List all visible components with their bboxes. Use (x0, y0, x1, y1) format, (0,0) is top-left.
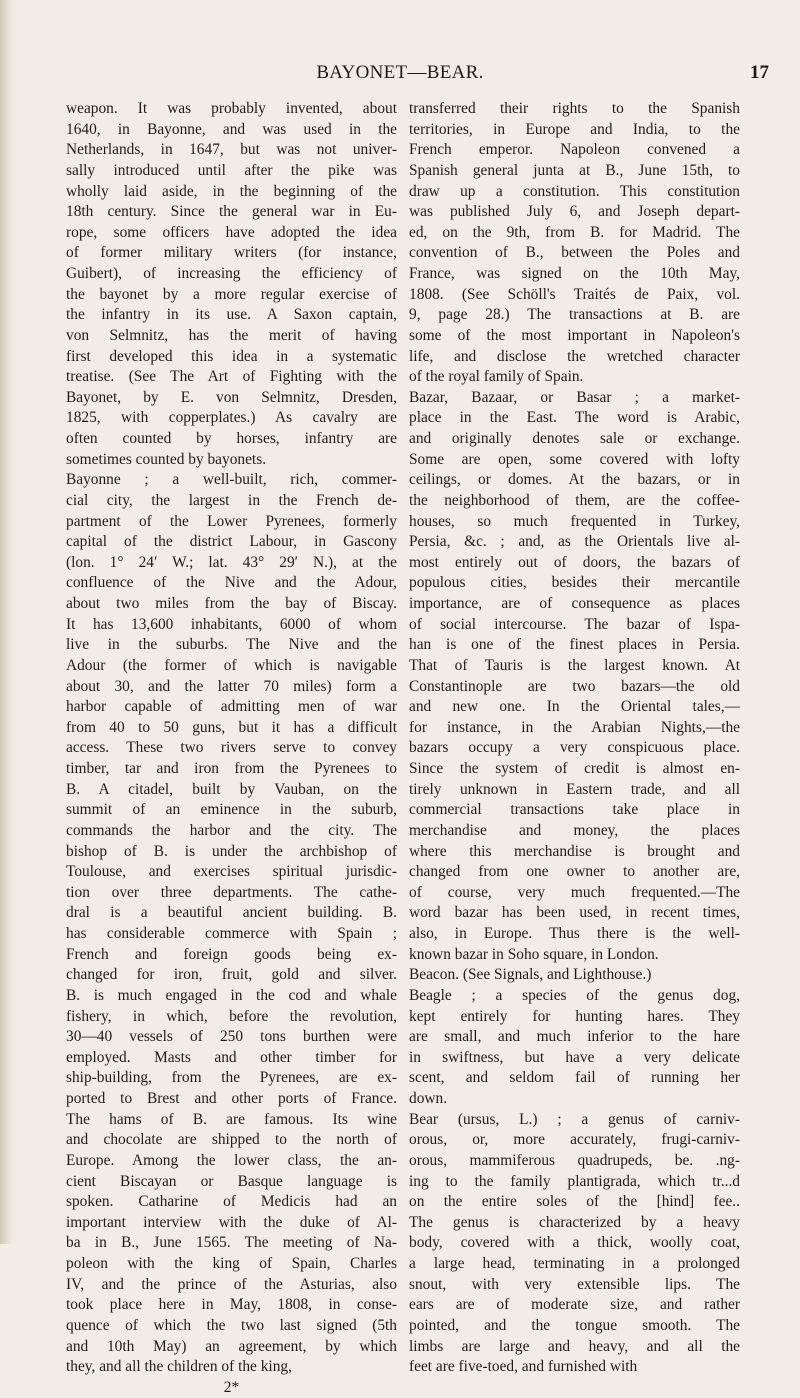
text-line: of course, very much frequented.—The (409, 883, 740, 901)
text-line: summit of an eminence in the suburb, (66, 801, 397, 819)
text-line: tirely unknown in Eastern trade, and all (409, 780, 740, 798)
text-line: and 10th May) an agreement, by which (66, 1337, 397, 1355)
text-line: Spanish general junta at B., June 15th, to (409, 161, 740, 179)
text-line: and new one. In the Oriental tales,— (409, 698, 740, 716)
text-line: has considerable commerce with Spain ; (66, 925, 397, 942)
text-line: spoken. Catharine of Medicis had an (66, 1193, 397, 1211)
text-line: the infantry in its use. A Saxon captain, (66, 306, 397, 324)
text-line: Since the system of credit is almost en- (409, 760, 740, 777)
text-line: some of the most important in Napoleon's (409, 326, 740, 344)
signature-mark: 2* (223, 1378, 240, 1396)
text-line: ba in B., June 1565. The meeting of Na- (66, 1234, 397, 1252)
text-line: rope, some officers have adopted the idea (66, 223, 397, 241)
text-line: IV, and the prince of the Asturias, also (66, 1275, 397, 1293)
text-line: a large head, terminating in a prolonged (409, 1255, 740, 1272)
text-line: first developed this idea in a systematic (66, 347, 397, 365)
text-line: quence of which the two last signed (5th (66, 1316, 397, 1334)
text-line: capital of the district Labour, in Gascony (66, 533, 397, 551)
text-line: weapon. It was probably invented, about (66, 100, 397, 117)
text-line: ship-building, from the Pyrenees, are ex- (66, 1069, 397, 1087)
text-line: poleon with the king of Spain, Charles (66, 1255, 397, 1272)
text-line: changed for iron, fruit, gold and silver. (66, 966, 397, 984)
text-line: timber, tar and iron from the Pyrenees to (66, 760, 397, 777)
text-line: and chocolate are shipped to the north of (66, 1131, 397, 1149)
text-line: territories, in Europe and India, to the (409, 120, 740, 138)
text-line: commands the harbor and the city. The (66, 821, 397, 839)
text-line: in swiftness, but have a very delicate (409, 1048, 740, 1066)
left-text-column (66, 99, 397, 1398)
text-line: treatise. (See The Art of Fighting with the (66, 368, 397, 386)
text-line: von Selmnitz, has the merit of having (66, 326, 397, 344)
text-line: (lon. 1° 24′ W.; lat. 43° 29′ N.), at the (66, 553, 397, 571)
text-line: ceilings, or domes. At the bazars, or in (409, 471, 740, 489)
text-line: of former military writers (for instance, (66, 244, 397, 262)
text-line: 1640, in Bayonne, and was used in the (66, 120, 397, 138)
text-line: most entirely out of doors, the bazars of (409, 553, 740, 571)
running-head (0, 62, 800, 86)
text-line: kept entirely for hunting hares. They (409, 1007, 740, 1025)
text-line: wholly laid aside, in the beginning of the (66, 182, 397, 200)
text-line: snout, with very extensible lips. The (409, 1275, 740, 1293)
text-line: bazars occupy a very conspicuous place. (409, 739, 740, 757)
text-line: of social intercourse. The bazar of Ispa- (409, 615, 740, 633)
text-line: are small, and much inferior to the hare (409, 1028, 740, 1046)
text-line: cial city, the largest in the French de- (66, 491, 397, 509)
text-line: Beagle ; a species of the genus dog, (409, 986, 740, 1004)
running-title: BAYONET—BEAR. (316, 62, 484, 83)
text-line: was published July 6, and Joseph depart- (409, 203, 740, 221)
text-line: employed. Masts and other timber for (66, 1048, 397, 1066)
text-line: partment of the Lower Pyrenees, formerly (66, 512, 397, 530)
text-line: live in the suburbs. The Nive and the (66, 636, 397, 654)
text-line: Europe. Among the lower class, the an- (66, 1151, 397, 1169)
text-line: Adour (the former of which is navigable (66, 656, 397, 674)
text-line: Bear (ursus, L.) ; a genus of carniv- (409, 1110, 740, 1128)
text-line: French emperor. Napoleon convened a (409, 141, 740, 159)
text-line: place in the East. The word is Arabic, (409, 409, 740, 427)
text-line: also, in Europe. Thus there is the well- (409, 925, 740, 942)
text-line: It has 13,600 inhabitants, 6000 of whom (66, 615, 397, 633)
text-line: changed from one owner to another are, (409, 863, 740, 881)
text-line: 1825, with copperplates.) As cavalry are (66, 409, 397, 427)
text-line: for instance, in the Arabian Nights,—the (409, 718, 740, 736)
text-line: feet are five-toed, and furnished with (409, 1358, 638, 1376)
page-number: 17 (750, 62, 769, 83)
text-line: orous, or, more accurately, frugi-carniv- (409, 1131, 740, 1149)
page-gutter-shadow (0, 0, 14, 1244)
text-line: ported to Brest and other ports of France. (66, 1090, 397, 1107)
text-line: Some are open, some covered with lofty (409, 450, 740, 468)
text-line: of the royal family of Spain. (409, 368, 584, 386)
text-line: The hams of B. are famous. Its wine (66, 1110, 397, 1128)
text-line: the neighborhood of them, are the coffee- (409, 491, 740, 509)
text-line: they, and all the children of the king, (66, 1358, 292, 1376)
text-line: down. (409, 1090, 448, 1107)
text-line: life, and disclose the wretched character (409, 347, 740, 365)
text-line: word bazar has been used, in recent times, (409, 904, 740, 922)
text-line: about two miles from the bay of Biscay. (66, 595, 397, 612)
text-line: important interview with the duke of Al- (66, 1213, 397, 1231)
text-line: sometimes counted by bayonets. (66, 450, 267, 468)
text-line: houses, so much frequented in Turkey, (409, 512, 740, 530)
text-line: sally introduced until after the pike was (66, 161, 397, 179)
text-line: 30—40 vessels of 250 tons burthen were (66, 1028, 397, 1046)
text-line: 9, page 28.) The transactions at B. are (409, 306, 740, 324)
text-line: from 40 to 50 guns, but it has a difficult (66, 718, 397, 736)
text-line: about 30, and the latter 70 miles) form a (66, 677, 397, 695)
text-line: bishop of B. is under the archbishop of (66, 842, 397, 860)
text-line: France, was signed on the 10th May, (409, 265, 740, 282)
text-line: where this merchandise is brought and (409, 842, 740, 860)
text-line: han is one of the finest places in Persia. (409, 636, 740, 654)
text-line: orous, mammiferous quadrupeds, be. .ng- (409, 1151, 740, 1169)
text-line: Bayonne ; a well-built, rich, commer- (66, 471, 397, 489)
text-line: Toulouse, and exercises spiritual jurisdic- (66, 863, 397, 881)
text-line: 18th century. Since the general war in Eu- (66, 203, 397, 221)
text-line: limbs are large and heavy, and all the (409, 1337, 740, 1355)
text-line: Persia, &c. ; and, as the Orientals live al- (409, 533, 740, 551)
text-line: The genus is characterized by a heavy (409, 1213, 740, 1231)
text-line: pointed, and the tongue smooth. The (409, 1316, 740, 1334)
text-line: importance, are of consequence as places (409, 595, 740, 612)
text-line: dral is a beautiful ancient building. B. (66, 904, 397, 922)
text-line: fishery, in which, before the revolution, (66, 1007, 397, 1025)
text-line: harbor capable of admitting men of war (66, 698, 397, 716)
text-line: confluence of the Nive and the Adour, (66, 574, 397, 592)
text-line: transferred their rights to the Spanish (409, 100, 740, 117)
text-line: ing to the family plantigrada, which tr...d (409, 1172, 740, 1190)
text-line: commercial transactions take place in (409, 801, 740, 819)
text-line: Constantinople are two bazars—the old (409, 677, 740, 695)
text-line: on the entire soles of the [hind] fee.. (409, 1193, 740, 1211)
text-line: Netherlands, in 1647, but was not univer- (66, 141, 397, 159)
text-line: draw up a constitution. This constitution (409, 182, 740, 200)
text-line: ears are of moderate size, and rather (409, 1296, 740, 1314)
text-line: and originally denotes sale or exchange. (409, 430, 740, 447)
text-line: B. is much engaged in the cod and whale (66, 986, 397, 1004)
text-line: B. A citadel, built by Vauban, on the (66, 780, 397, 798)
text-line: tion over three departments. The cathe- (66, 883, 397, 901)
text-line: scent, and seldom fail of running her (409, 1069, 740, 1087)
text-line: took place here in May, 1808, in conse- (66, 1296, 397, 1314)
text-line: access. These two rivers serve to convey (66, 739, 397, 757)
text-line: body, covered with a thick, woolly coat, (409, 1234, 740, 1252)
text-line: convention of B., between the Poles and (409, 244, 740, 262)
text-line: cient Biscayan or Basque language is (66, 1172, 397, 1190)
right-text-column (409, 99, 740, 1378)
text-line: merchandise and money, the places (409, 821, 740, 839)
text-line: Bazar, Bazaar, or Basar ; a market- (409, 388, 740, 406)
text-line: That of Tauris is the largest known. At (409, 656, 740, 674)
text-line: populous cities, besides their mercantile (409, 574, 740, 592)
text-line: the bayonet by a more regular exercise of (66, 285, 397, 303)
text-line: Beacon. (See Signals, and Lighthouse.) (409, 966, 652, 984)
text-line: often counted by horses, infantry are (66, 430, 397, 447)
text-line: ed, on the 9th, from B. for Madrid. The (409, 223, 740, 241)
text-line: known bazar in Soho square, in London. (409, 945, 659, 963)
text-line: Bayonet, by E. von Selmnitz, Dresden, (66, 388, 397, 406)
text-line: 1808. (See Schöll's Traités de Paix, vol. (409, 285, 740, 303)
text-line: Guibert), of increasing the efficiency of (66, 265, 397, 282)
text-line: French and foreign goods being ex- (66, 945, 397, 963)
